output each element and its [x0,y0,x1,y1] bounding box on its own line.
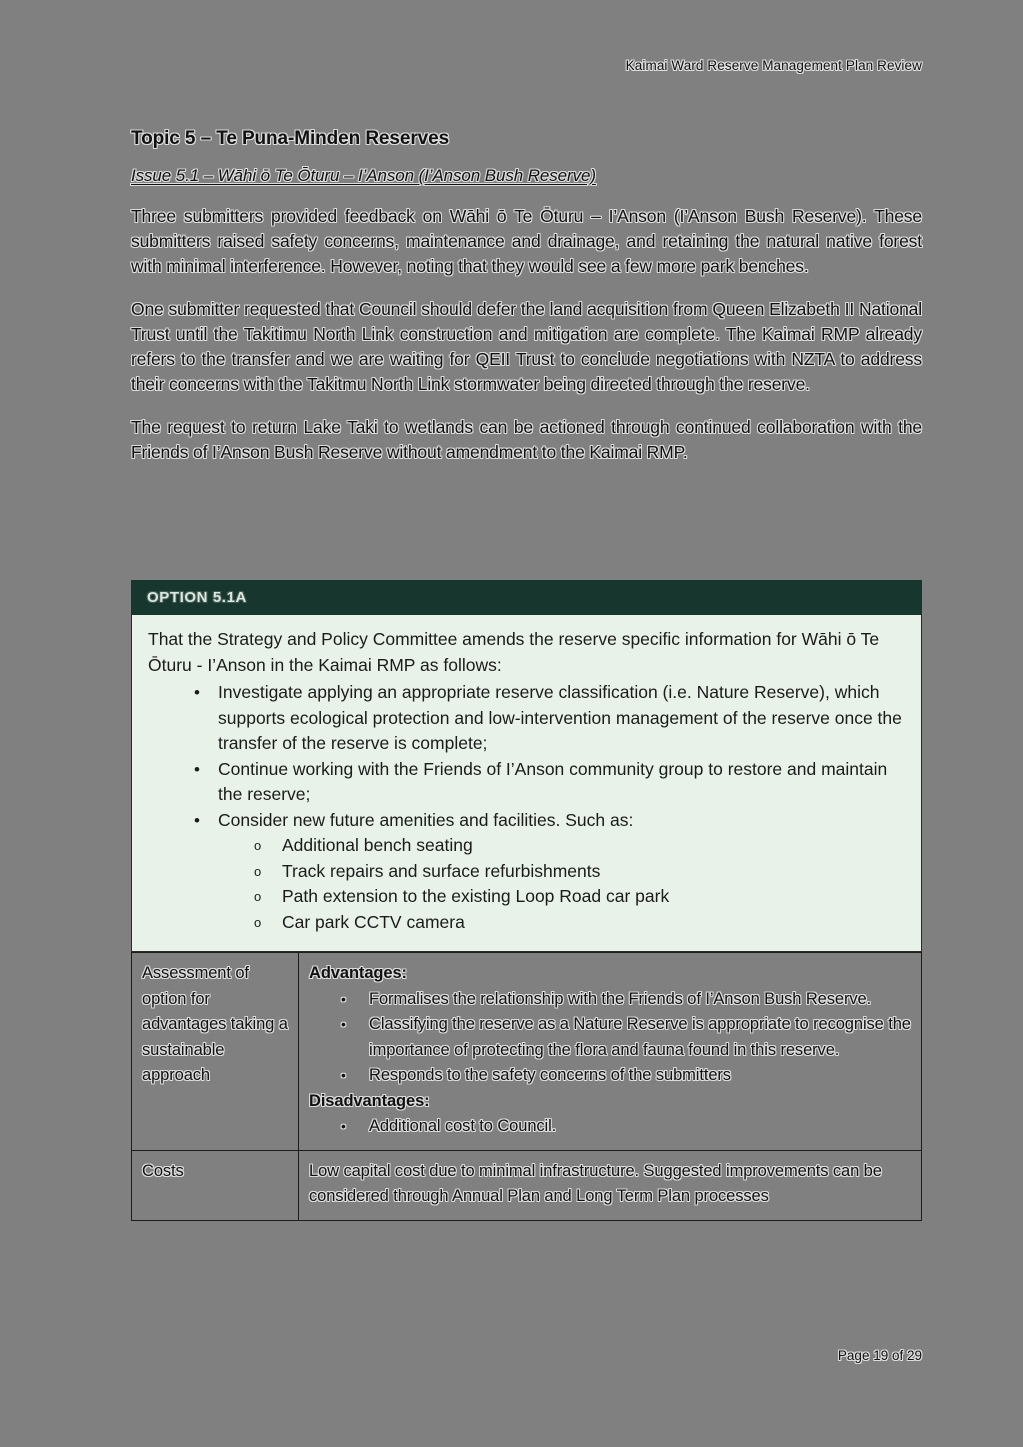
option-body [131,615,922,952]
advantages-list [309,987,911,1089]
option-bullet-item [190,757,905,808]
option-bullet-text: Continue working with the Friends of I’Anson community group to restore and maintain the reserve; [218,758,888,804]
disc-bullet-icon: • [194,759,200,779]
disc-bullet-icon: • [194,683,200,702]
assessment-row-value [299,953,922,1151]
circle-bullet-icon: o [254,889,262,904]
option-sub-bullet-item [252,859,905,885]
page-footer: Page 19 of 29 [837,1348,922,1363]
option-sub-bullet-text: Additional bench seating [282,835,473,855]
option-bullet-item [190,680,905,757]
option-intro-text: That the Strategy and Policy Committee amends the reserve specific information for Wāhi ō Te Ōturu - I’Anson in the Kaimai RMP as follows: [148,629,880,675]
advantages-item [339,987,911,1013]
advantages-item-text: Classifying the reserve as a Nature Reserve is appropriate to recognise the importance of protecting the flora and fauna found in this reserve. [369,1015,911,1059]
option-sub-bullet-item [252,884,905,910]
page-content [131,128,922,465]
circle-bullet-icon: o [254,914,262,930]
advantages-item-text: Responds to the safety concerns of the submitters [369,1066,731,1084]
option-sub-bullet-list [218,833,905,935]
topic-title: Topic 5 – Te Puna-Minden Reserves [131,128,450,149]
option-header-bar: OPTION 5.1A [131,580,922,615]
body-paragraph-2: One submitter requested that Council should defer the land acquisition from Queen Elizabeth II National Trust until the Takitimu North Link construction and mitigation are complete. The Kaimai RMP already refers to the transfer and we are waiting for QEII Trust to conclude negotiations with NZTA to address their concerns with the Takitmu North Link stormwater being directed through the reserve. [131,299,922,394]
costs-row-label: Costs [132,1150,299,1220]
option-bullet-text: Investigate applying an appropriate reserve classification (i.e. Nature Reserve), which supports ecological protection and low-intervention management of the reserve once the transfer of the reserve is complete; [218,682,902,753]
option-bullet-item [190,808,905,936]
option-sub-bullet-item [252,833,905,859]
costs-text: Low capital cost due to minimal infrastructure. Suggested improvements can be considered through Annual Plan and Long Term Plan processes [309,1161,882,1205]
disadvantages-heading: Disadvantages: [309,1091,430,1110]
option-sub-bullet-text: Track repairs and surface refurbishments [282,860,601,881]
costs-row-value [299,1150,922,1220]
disc-bullet-icon: • [194,810,200,830]
issue-title: Issue 5.1 – Wāhi ō Te Ōturu – I’Anson (I’Anson Bush Reserve) [131,166,596,185]
option-sub-bullet-text: Path extension to the existing Loop Road car park [282,886,670,906]
circle-bullet-icon: o [254,863,262,879]
disc-bullet-icon: • [341,1118,346,1134]
advantages-item [339,1063,911,1089]
advantages-heading: Advantages: [309,964,407,982]
table-row [132,1150,922,1220]
disc-bullet-icon: • [341,1067,346,1083]
disc-bullet-icon: • [341,990,346,1007]
circle-bullet-icon: o [254,838,262,853]
assessment-table [131,952,922,1221]
option-sub-bullet-item [252,910,905,936]
option-bullet-text: Consider new future amenities and facilities. Such as: [218,809,634,830]
running-header: Kaimai Ward Reserve Management Plan Review [625,58,922,73]
table-row [132,953,922,1151]
disadvantages-list [309,1114,911,1140]
disadvantages-item [339,1114,911,1140]
option-bullet-list [148,680,905,935]
advantages-item-text: Formalises the relationship with the Friends of I’Anson Bush Reserve. [369,989,872,1008]
option-box [131,580,922,952]
assessment-row-label: Assessment of option for advantages taking a sustainable approach [132,953,299,1151]
option-sub-bullet-text: Car park CCTV camera [282,911,465,932]
body-paragraph-1: Three submitters provided feedback on Wāhi ō Te Ōturu – I’Anson (I’Anson Bush Reserve). These submitters raised safety concerns, maintenance and drainage, and retaining the natural native forest with minimal interference. However, noting that they would see a few more park benches. [131,206,922,276]
advantages-item [339,1012,911,1063]
disadvantages-item-text: Additional cost to Council. [369,1117,557,1135]
disc-bullet-icon: • [341,1016,346,1032]
body-paragraph-3: The request to return Lake Taki to wetlands can be actioned through continued collaboration with the Friends of I’Anson Bush Reserve without amendment to the Kaimai RMP. [131,417,922,462]
